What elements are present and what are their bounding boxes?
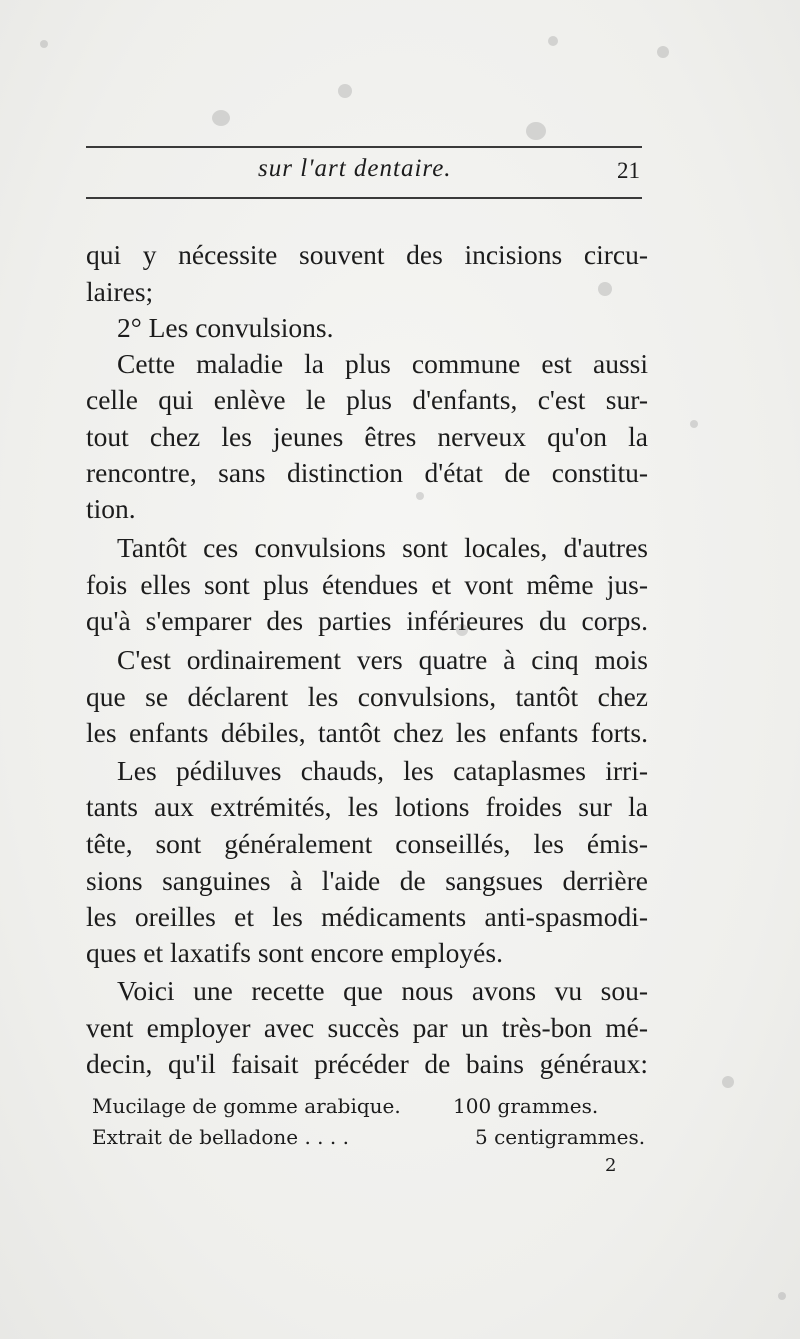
text-line: tout chez les jeunes êtres nerveux qu'on la [86, 421, 648, 452]
text-line: rencontre, sans distinction d'état de constitu- [86, 457, 648, 488]
text-line: C'est ordinairement vers quatre à cinq mois [117, 644, 648, 675]
text-line: Tantôt ces convulsions sont locales, d'autres [117, 532, 648, 563]
text-line: vent employer avec succès par un très-bon mé- [86, 1012, 648, 1043]
text-line: les enfants débiles, tantôt chez les enfants forts. [86, 717, 648, 748]
running-title: sur l'art dentaire. [258, 155, 452, 182]
text-line: sions sanguines à l'aide de sangsues derrière [86, 865, 648, 896]
paper-speck [657, 46, 669, 58]
text-line: tête, sont généralement conseillés, les émis- [86, 828, 648, 859]
paper-speck [548, 36, 558, 46]
page-number: 21 [617, 158, 640, 183]
text-line: tants aux extrémités, les lotions froides sur la [86, 791, 648, 822]
text-line: les oreilles et les médicaments anti-spasmodi- [86, 901, 648, 932]
recipe-ingredient: Mucilage de gomme arabique. [92, 1094, 401, 1118]
recipe-quantity: 100 grammes. [453, 1094, 599, 1118]
paper-speck [690, 420, 698, 428]
text-line: decin, qu'il faisait précéder de bains généraux: [86, 1048, 648, 1079]
paper-speck [526, 122, 546, 140]
text-line: laires; [86, 276, 154, 307]
text-line: que se déclarent les convulsions, tantôt chez [86, 681, 648, 712]
text-line: fois elles sont plus étendues et vont même jus- [86, 569, 648, 600]
text-line: celle qui enlève le plus d'enfants, c'est sur- [86, 384, 648, 415]
paper-speck [212, 110, 230, 126]
recipe-quantity: 5 centigrammes. [475, 1125, 646, 1149]
paper-speck [778, 1292, 786, 1300]
text-line: Cette maladie la plus commune est aussi [117, 348, 648, 379]
text-line: 2° Les convulsions. [117, 312, 334, 343]
recipe-ingredient: Extrait de belladone . . . . [92, 1125, 349, 1149]
paper-speck [722, 1076, 734, 1088]
text-line: qu'à s'emparer des parties inférieures du corps. [86, 605, 648, 636]
paper-speck [40, 40, 48, 48]
header-rule-bottom [86, 197, 642, 199]
text-line: qui y nécessite souvent des incisions circu- [86, 239, 648, 270]
header-rule-top [86, 146, 642, 148]
text-line: ques et laxatifs sont encore employés. [86, 937, 503, 968]
text-line: tion. [86, 493, 136, 524]
text-line: Les pédiluves chauds, les cataplasmes irri- [117, 755, 648, 786]
paper-speck [338, 84, 352, 98]
signature-mark: 2 [605, 1155, 617, 1176]
text-line: Voici une recette que nous avons vu sou- [117, 975, 648, 1006]
